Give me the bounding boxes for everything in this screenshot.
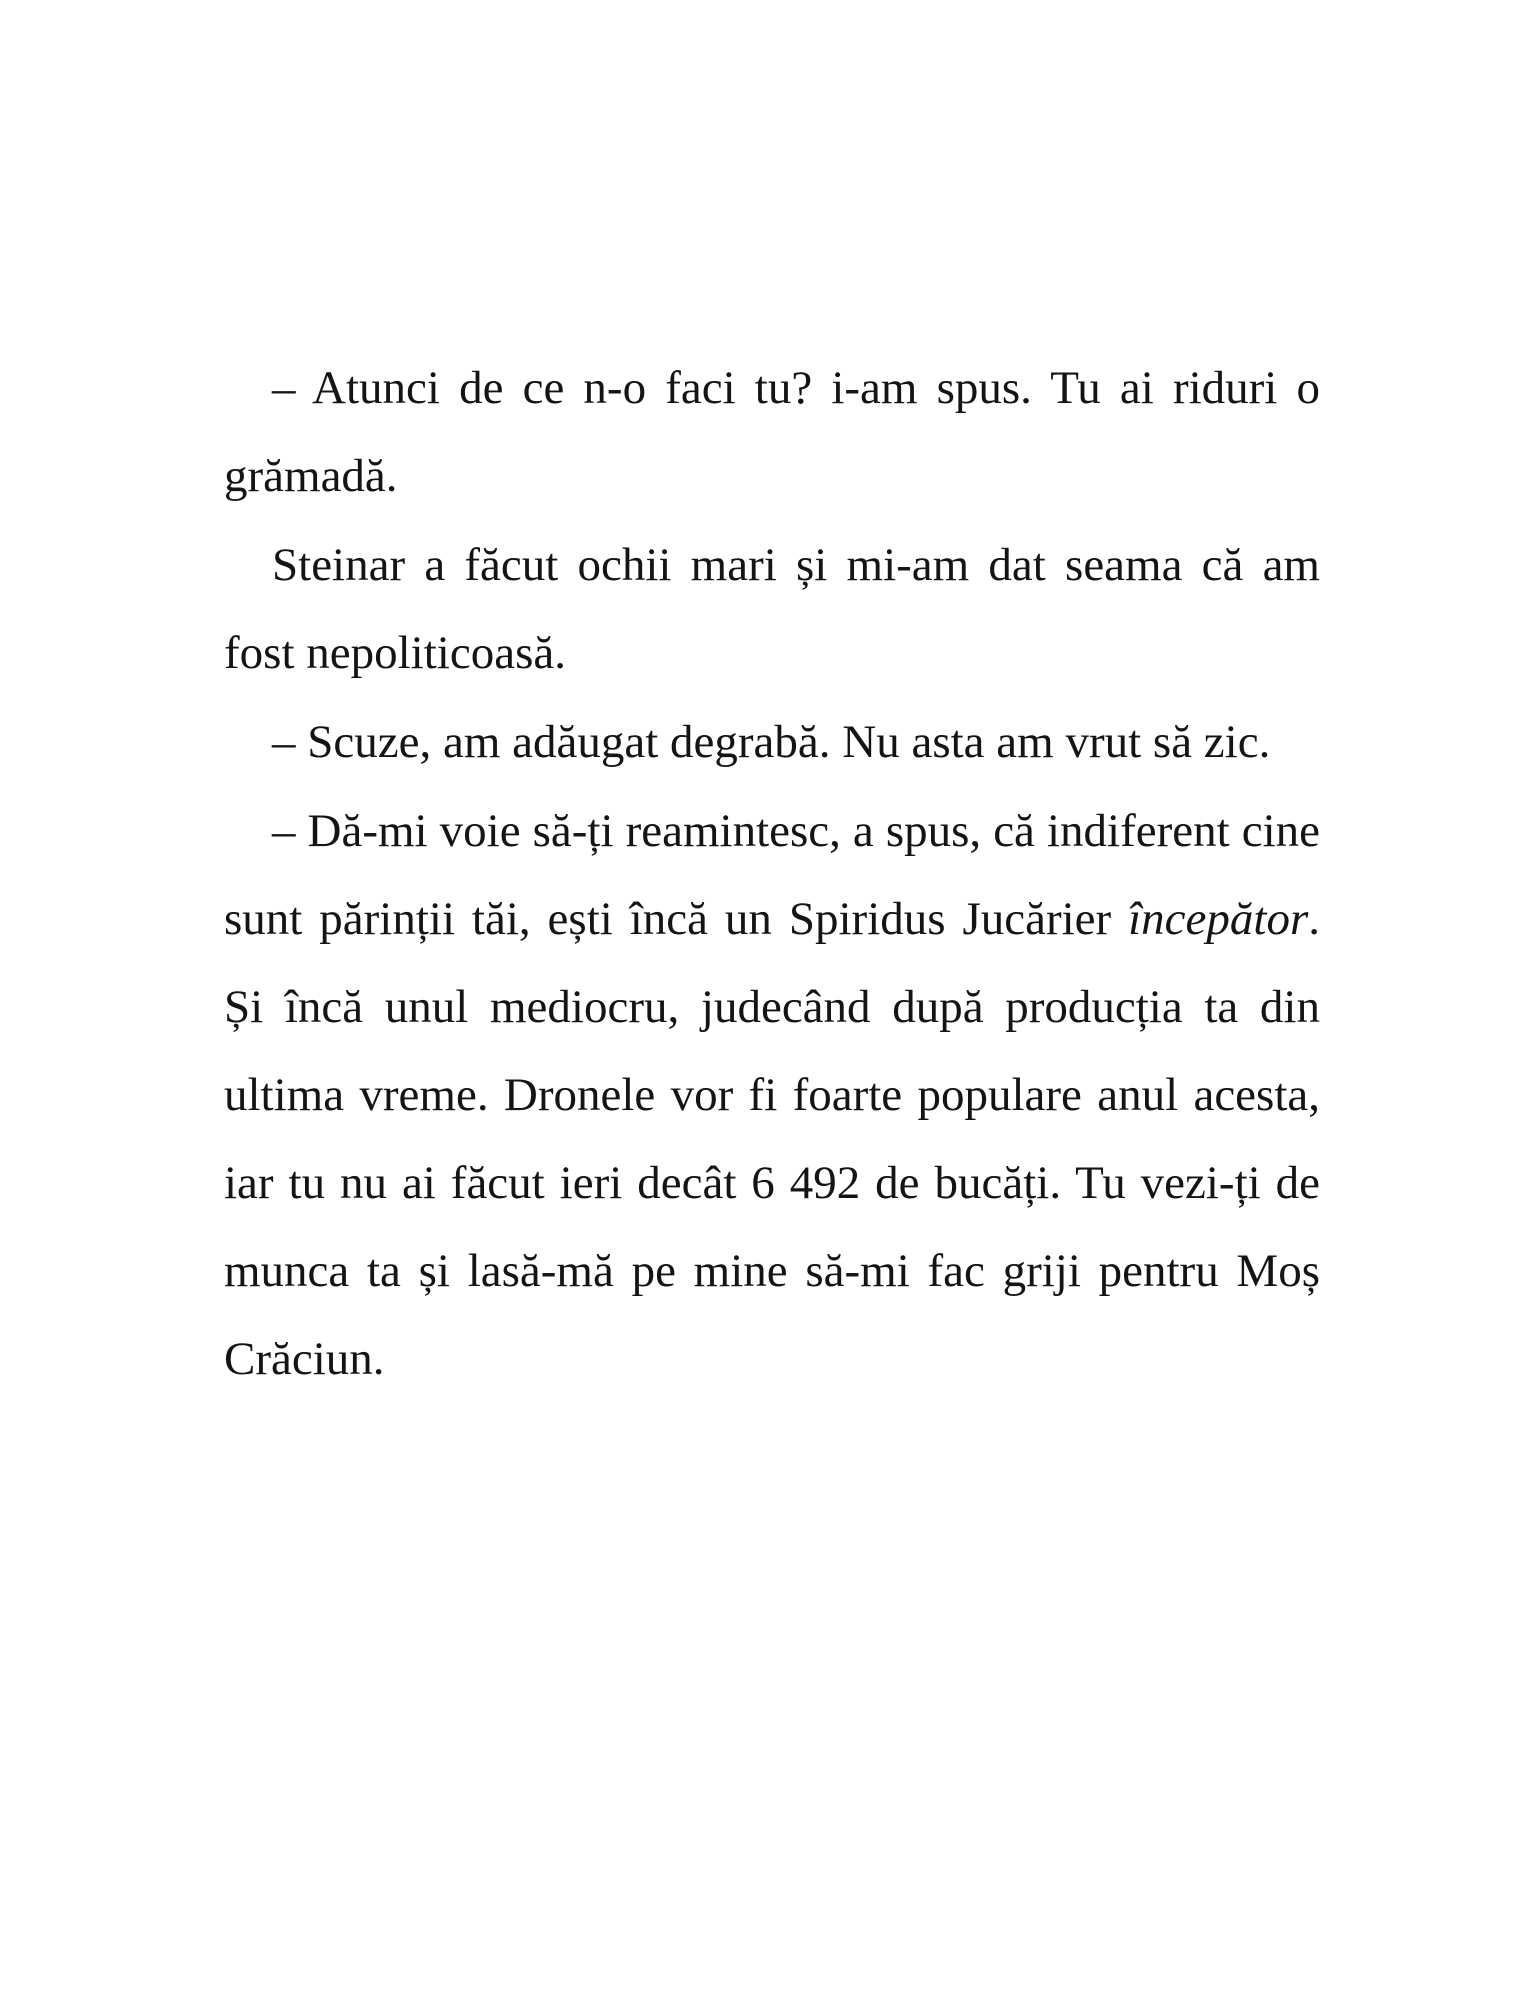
paragraph-2: Steinar a făcut ochii mari și mi-am dat seama că am fost nepoliticoasă. (224, 539, 1320, 679)
paragraph-4-tail: . Și încă unul mediocru, judecând după producția ta din ultima vreme. Dronele vor fi foarte populare anul acesta, iar tu nu ai făcut ieri decât 6 492 de bucăți. Tu vezi-ți de munca ta și lasă-mă pe mine să-mi fac griji pentru Moș Crăciun. (224, 893, 1320, 1385)
paragraph-3: – Scuze, am adăugat degrabă. Nu asta am vrut să zic. (272, 716, 1271, 768)
paragraph-1: – Atunci de ce n-o faci tu? i-am spus. Tu ai riduri o grămadă. (224, 362, 1320, 502)
paragraph-4 (224, 787, 1320, 1403)
paragraph-4-lead: – Dă-mi voie să-ți reamintesc, a spus, că indiferent cine sunt părinții tăi, ești încă un Spiridus Jucărier (224, 805, 1320, 945)
page-body (224, 344, 1320, 1403)
paragraph-4-italic: începător (1128, 893, 1309, 945)
